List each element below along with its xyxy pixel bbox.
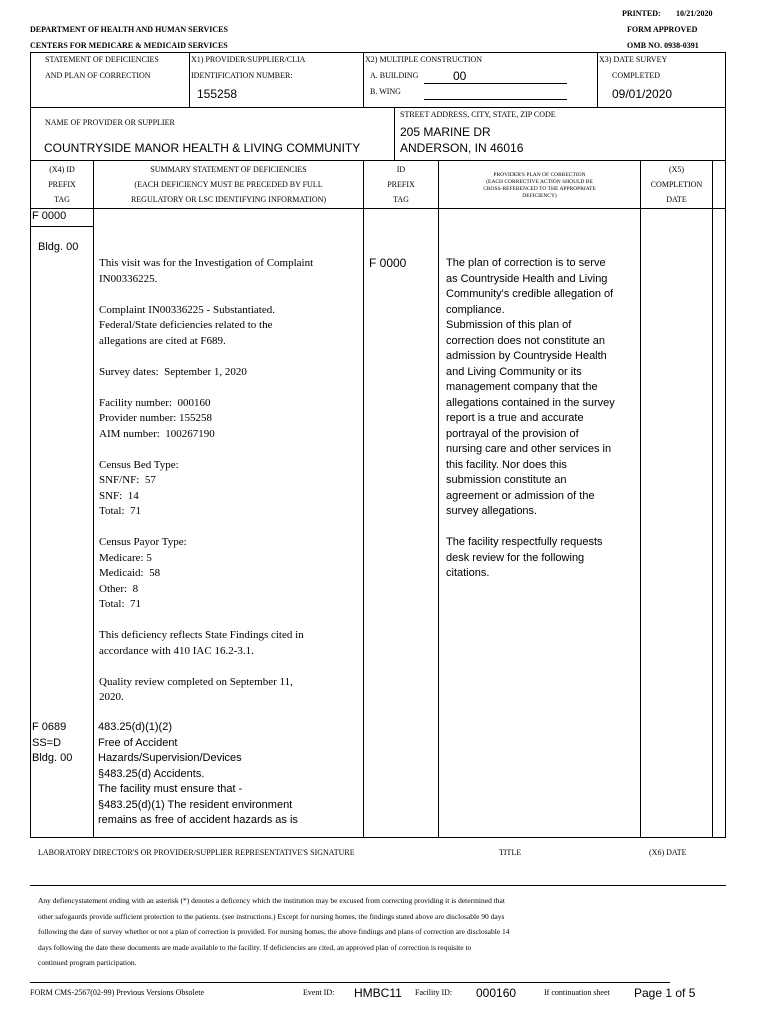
wing-underline bbox=[424, 99, 567, 100]
x3-label-1: X3) DATE SURVEY bbox=[599, 55, 668, 64]
rule-v-x1 bbox=[189, 52, 190, 108]
plan-tag: F 0000 bbox=[369, 256, 407, 270]
rule-top bbox=[30, 52, 726, 53]
rule-head-bottom bbox=[30, 208, 726, 209]
x1-label-2: IDENTIFICATION NUMBER: bbox=[191, 71, 293, 80]
x2-label: X2) MULTIPLE CONSTRUCTION bbox=[365, 55, 483, 64]
table-v-plan bbox=[640, 160, 641, 838]
building-label: A. BUILDING bbox=[370, 71, 419, 80]
rule-head-top bbox=[30, 160, 726, 161]
survey-completed-date: 09/01/2020 bbox=[612, 87, 673, 101]
table-v-left bbox=[30, 160, 31, 838]
rule-v-addr bbox=[394, 107, 395, 161]
tag-underline bbox=[30, 226, 94, 227]
table-v-right bbox=[725, 160, 726, 838]
rule-v-right2 bbox=[725, 107, 726, 161]
col-summary-header: SUMMARY STATEMENT OF DEFICIENCIES (EACH DEFICIENCY MUST BE PRECEDED BY FULL REGULATORY OR LSC IDENTIFYING INFORMATION) bbox=[130, 165, 327, 204]
statement-label-1: STATEMENT OF DEFICIENCIES bbox=[45, 55, 159, 64]
signature-label: LABORATORY DIRECTOR'S OR PROVIDER/SUPPLIER REPRESENTATIVE'S SIGNATURE bbox=[38, 848, 355, 857]
rule-v-left2 bbox=[30, 107, 31, 161]
summary-text: This visit was for the Investigation of Complaint IN00336225. Complaint IN00336225 - Substantiated. Federal/State deficiencies related to the allegations are cited at F689. Survey dates: September 1, 2020 Facility number: 000160 Provider number: 155258 AIM number: 100267190 Census Bed Type: SNF/NF: 57 SNF: 14 Total: 71 Census Payor Type: Medicare: 5 Medicaid: 58 Other: 8 Total: 71 This deficiency reflects State Findings cited in accordance with 410 IAC 16.2-3.1. Quality review completed on September 11, 2020. bbox=[99, 257, 314, 703]
col-id-header: ID PREFIX TAG bbox=[387, 165, 415, 204]
continuation-label: If continuation sheet bbox=[544, 988, 610, 997]
building-underline bbox=[424, 83, 567, 84]
address-line-2: ANDERSON, IN 46016 bbox=[400, 141, 524, 155]
rule-mid bbox=[30, 107, 726, 108]
building-value: 00 bbox=[453, 69, 467, 83]
summary-f0689: 483.25(d)(1)(2) Free of Accident Hazards/Supervision/Devices §483.25(d) Accidents. The facility must ensure that - §483.25(d)(1) The resident environment remains as free of accident hazards as is bbox=[98, 721, 298, 826]
omb-number: OMB NO. 0938-0391 bbox=[627, 41, 699, 50]
event-id-value: HMBC11 bbox=[354, 986, 402, 1000]
wing-label: B. WING bbox=[370, 87, 401, 96]
rule-v-left bbox=[30, 52, 31, 108]
department-name: DEPARTMENT OF HEALTH AND HUMAN SERVICES bbox=[30, 25, 228, 34]
printed-date: 10/21/2020 bbox=[676, 9, 713, 18]
facility-id-value: 000160 bbox=[476, 986, 517, 1000]
page-number: Page 1 of 5 bbox=[634, 986, 696, 1000]
signature-date: (X6) DATE bbox=[649, 848, 687, 857]
tag-f0689: F 0689 SS=D Bldg. 00 bbox=[32, 721, 73, 764]
col-plan-header: PROVIDER'S PLAN OF CORRECTION (EACH CORRECTIVE ACTION SHOULD BE CROSS-REFERENCED TO THE APPROPRIATE DEFICIENCY) bbox=[483, 172, 596, 199]
address-line-1: 205 MARINE DR bbox=[400, 125, 491, 139]
table-bottom bbox=[30, 837, 726, 838]
rule-v-x2 bbox=[363, 52, 364, 108]
tag-bldg: Bldg. 00 bbox=[38, 241, 79, 253]
disclosure-footnote: Any defiencystatement ending with an asterisk (*) denotes a deficency which the institution may be excused from correcting providing it is determined that other safegaurds provide sufficient protection to the patients. (see instructions.) Except for nursing homes, the findings stated above are disclosable 90 days following the date of survey whether or not a plan of correction is provided. For nursing homes, the above findings and plans of correction are disclosable 14 days following the date these documents are made available to the facility. If deficiencies are cited, an approved plan of correction is requisite to continued program participation. bbox=[38, 896, 510, 967]
tag-f0000: F 0000 bbox=[32, 210, 67, 222]
footer-rule bbox=[30, 982, 670, 983]
table-v-x5 bbox=[712, 160, 713, 838]
provider-id-value: 155258 bbox=[197, 87, 238, 101]
col-x5-header: (X5) COMPLETION DATE bbox=[650, 165, 703, 204]
table-v-x4 bbox=[93, 160, 94, 838]
facility-id-label: Facility ID: bbox=[415, 988, 453, 997]
provider-name-label: NAME OF PROVIDER OR SUPPLIER bbox=[45, 118, 175, 127]
rule-v-x3 bbox=[597, 52, 598, 108]
statement-label-2: AND PLAN OF CORRECTION bbox=[45, 71, 151, 80]
signature-title: TITLE bbox=[499, 848, 522, 857]
form-approved: FORM APPROVED bbox=[627, 25, 698, 34]
centers-name: CENTERS FOR MEDICARE & MEDICAID SERVICES bbox=[30, 41, 228, 50]
form-number: FORM CMS-2567(02-99) Previous Versions Obsolete bbox=[30, 988, 205, 997]
printed-label: PRINTED: bbox=[622, 9, 661, 18]
x3-label-2: COMPLETED bbox=[612, 71, 660, 80]
col-x4-header: (X4) ID PREFIX TAG bbox=[48, 165, 76, 204]
event-id-label: Event ID: bbox=[303, 988, 335, 997]
x1-label-1: X1) PROVIDER/SUPPLIER/CLIA bbox=[191, 55, 306, 64]
rule-v-right bbox=[725, 52, 726, 108]
signature-rule bbox=[30, 885, 726, 886]
address-label: STREET ADDRESS, CITY, STATE, ZIP CODE bbox=[400, 110, 556, 119]
table-v-id bbox=[438, 160, 439, 838]
table-v-summary bbox=[363, 160, 364, 838]
provider-name-value: COUNTRYSIDE MANOR HEALTH & LIVING COMMUNITY bbox=[44, 141, 361, 155]
plan-text: The plan of correction is to serve as Countryside Health and Living Community's credible allegation of compliance. Submission of this plan of correction does not constitute an admission by Countryside Health and Living Community or its management company that the allegations contained in the survey report is a true and accurate portrayal of the provision of nursing care and other services in this facility. Nor does this submission constitute an agreement or admission of the survey allegations. The facility respectfully requests desk review for the following citations. bbox=[446, 257, 615, 579]
